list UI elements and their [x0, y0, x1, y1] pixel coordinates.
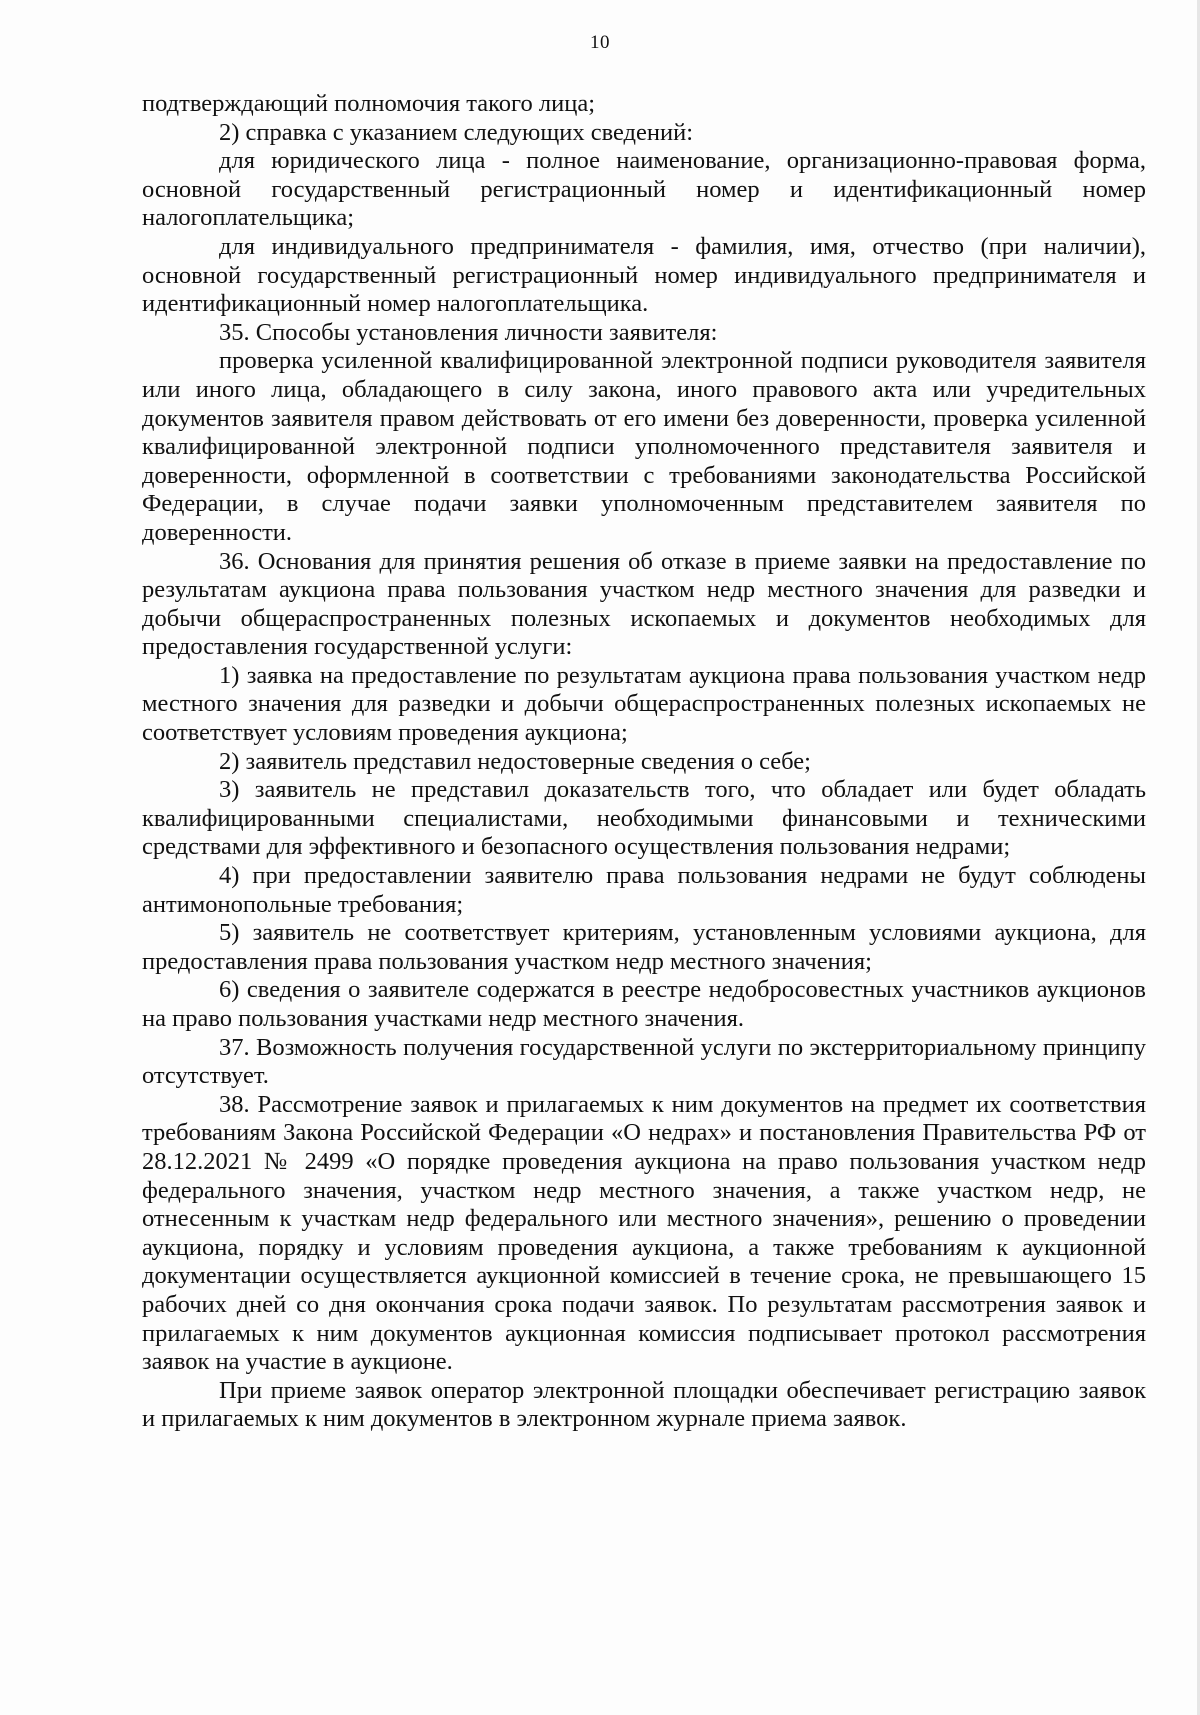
- paragraph: для индивидуального предпринимателя - фамилия, имя, отчество (при наличии), основной государственный регистрационный номер индивидуального предпринимателя и идентификационный номер налогоплательщика.: [142, 232, 1146, 318]
- list-item: 6) сведения о заявителе содержатся в реестре недобросовестных участников аукционов на право пользования участками недр местного значения.: [142, 976, 1146, 1032]
- section-heading-36: 36. Основания для принятия решения об отказе в приеме заявки на предоставление по результатам аукциона права пользования участком недр местного значения для разведки и добычи общераспространенных полезных ископаемых и документов необходимых для предоставления государственной услуги:: [142, 547, 1146, 661]
- paragraph: проверка усиленной квалифицированной электронной подписи руководителя заявителя или иного лица, обладающего в силу закона, иного правового акта или учредительных документов заявителя правом действовать от его имени без доверенности, проверка усиленной квалифицированной электронной подписи уполномоченного представителя заявителя и доверенности, оформленной в соответствии с требованиями законодательства Российской Федерации, в случае подачи заявки уполномоченным представителем заявителя по доверенности.: [142, 347, 1146, 546]
- list-item: 3) заявитель не представил доказательств того, что обладает или будет обладать квалифицированными специалистами, необходимыми финансовыми и техническими средствами для эффективного и безопасного осуществления пользования недрами;: [142, 776, 1146, 861]
- paragraph: подтверждающий полномочия такого лица;: [142, 90, 595, 117]
- section-37: 37. Возможность получения государственной услуги по экстерриториальному принципу отсутствует.: [142, 1033, 1146, 1090]
- list-item: 2) заявитель представил недостоверные сведения о себе;: [219, 747, 811, 775]
- section-heading-35: 35. Способы установления личности заявителя:: [219, 318, 718, 346]
- document-body: [142, 90, 1146, 1434]
- list-item: 4) при предоставлении заявителю права пользования недрами не будут соблюдены антимонопольные требования;: [142, 862, 1146, 918]
- page-number: 10: [590, 32, 610, 53]
- paragraph: для юридического лица - полное наименование, организационно-правовая форма, основной государственный регистрационный номер и идентификационный номер налогоплательщика;: [142, 147, 1146, 232]
- list-item: 1) заявка на предоставление по результатам аукциона права пользования участком недр местного значения для разведки и добычи общераспространенных полезных ископаемых не соответствует условиям проведения аукциона;: [142, 661, 1146, 747]
- section-38: 38. Рассмотрение заявок и прилагаемых к ним документов на предмет их соответствия требованиям Закона Российской Федерации «О недрах» и постановления Правительства РФ от 28.12.2021 № 2499 «О порядке проведения аукциона на право пользования участком недр федерального значения, участком недр местного значения, а также участком недр, не отнесенным к участкам недр федерального или местного значения», решению о проведении аукциона, порядку и условиям проведения аукциона, а также требованиям к аукционной документации осуществляется аукционной комиссией в течение срока, не превышающего 15 рабочих дней со дня окончания срока подачи заявок. По результатам рассмотрения заявок и прилагаемых к ним документов аукционная комиссия подписывает протокол рассмотрения заявок на участие в аукционе.: [142, 1090, 1146, 1376]
- paragraph: 2) справка с указанием следующих сведений:: [219, 118, 694, 146]
- paragraph: При приеме заявок оператор электронной площадки обеспечивает регистрацию заявок и прилагаемых к ним документов в электронном журнале приема заявок.: [142, 1376, 1146, 1433]
- list-item: 5) заявитель не соответствует критериям, установленным условиями аукциона, для предоставления права пользования участком недр местного значения;: [142, 919, 1146, 975]
